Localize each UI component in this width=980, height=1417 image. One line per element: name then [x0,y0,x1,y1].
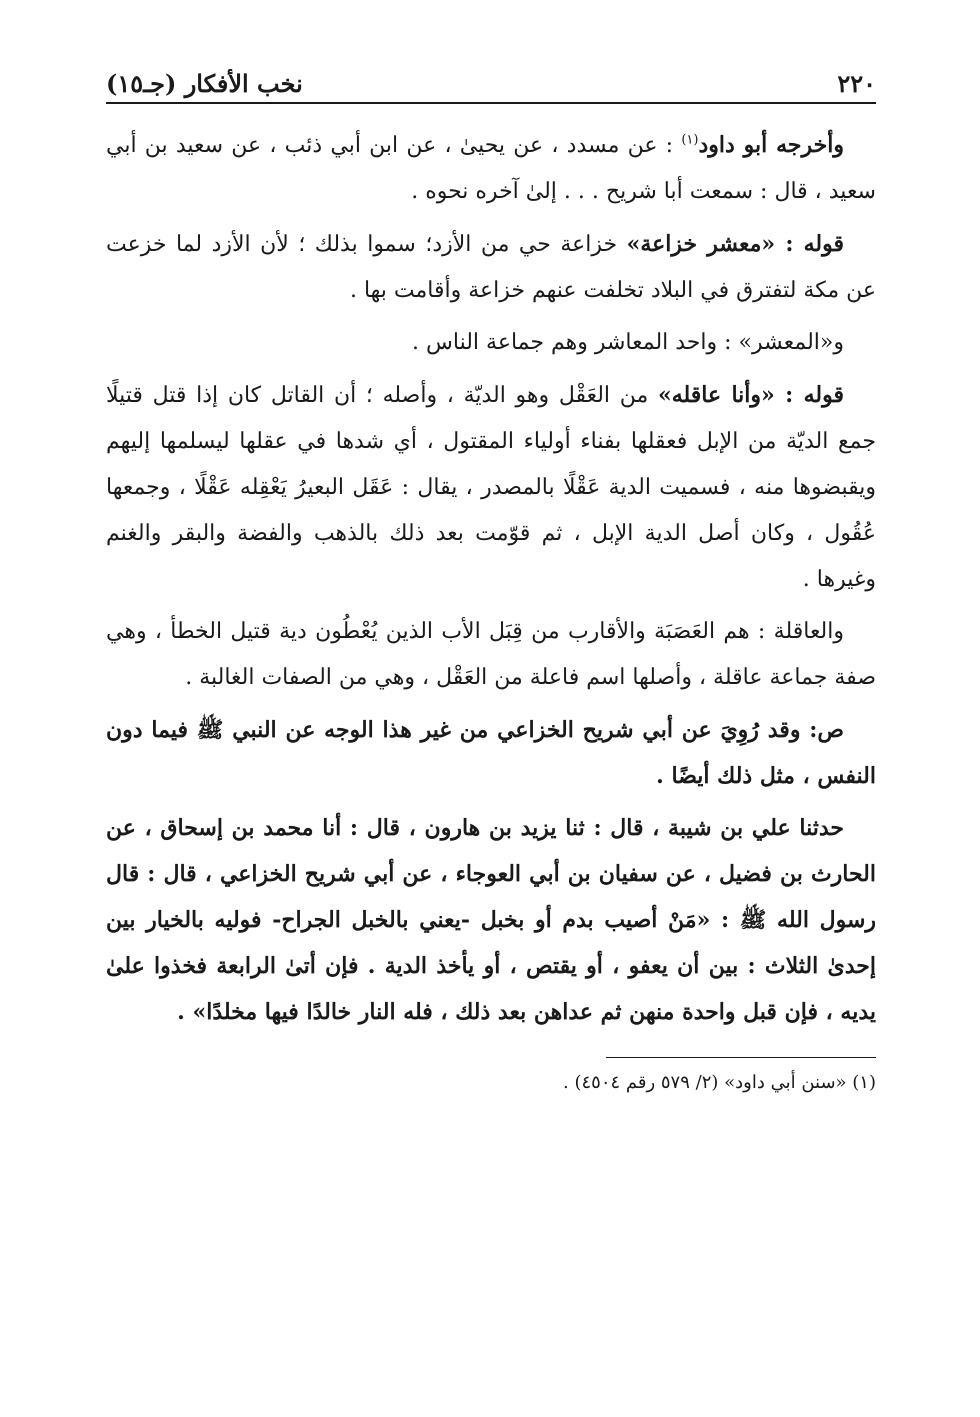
paragraph-7 [106,805,876,1035]
page-body [106,122,876,1098]
paragraph-1 [106,122,876,215]
book-page [106,60,876,1098]
paragraph-text: و«المعشر» : واحد المعاشر وهم جماعة الناس . [412,330,844,355]
paragraph-4 [106,372,876,603]
paragraph-text: : عن مسدد ، عن يحيىٰ ، عن ابن أبي ذئب ، عن سعيد بن أبي سعيد ، قال : سمعت أبا شريح . . . إلىٰ آخره نحوه . [106,133,876,204]
paragraph-lead: قوله : «وأنا عاقله» [657,382,845,408]
footnote-marker: (١) [681,132,699,148]
paragraph-2 [106,221,876,314]
paragraph-text: خزاعة حي من الأزد؛ سموا بذلك ؛ لأن الأزد لما خزعت عن مكة لتفترق في البلاد تخلفت عنهم خزاعة وأقامت بها . [106,232,876,303]
paragraph-text: من العَقْل وهو الديّة ، وأصله ؛ أن القاتل كان إذا قتل قتيلًا جمع الديّة من الإبل فعقلها بفناء أولياء المقتول ، أي شدها في عقلها ليسلمها إليهم ويقبضوها منه ، فسميت الدية عَقْلًا بالمصدر ، يقال : عَقَل البعيرُ يَعْقِله عَقْلًا ، وجمعها عُقُول ، وكان أصل الدية الإبل ، ثم قوّمت بعد ذلك بالذهب والفضة والبقر والغنم وغيرها . [106,383,876,592]
page-number: ٢٢٠ [837,69,876,98]
paragraph-text: حدثنا علي بن شيبة ، قال : ثنا يزيد بن هارون ، قال : أنا محمد بن إسحاق ، عن الحارث بن فضيل ، عن سفيان بن أبي العوجاء ، عن أبي شريح الخزاعي ، قال : قال رسول الله ﷺ : «مَنْ أصيب بدم أو بخبل -يعني بالخبل الجراح- فوليه بالخيار بين إحدىٰ الثلاث : بين أن يعفو ، أو يقتص ، أو يأخذ الدية . فإن أتىٰ الرابعة فخذوا علىٰ يديه ، فإن قبل واحدة منهن ثم عداهن بعد ذلك ، فله النار خالدًا فيها مخلدًا» . [106,815,876,1025]
footnote: (١) «سنن أبي داود» (٢/ ٥٧٩ رقم ٤٥٠٤) . [563,1072,876,1093]
paragraph-3 [106,320,876,366]
paragraph-text: ص: وقد رُوِيَ عن أبي شريح الخزاعي من غير هذا الوجه عن النبي ﷺ فيما دون النفس ، مثل ذلك أيضًا . [106,717,876,789]
book-title: نخب الأفكار (جـ١٥) [106,69,303,98]
paragraph-text: والعاقلة : هم العَصَبَة والأقارب من قِبَل الأب الذين يُعْطُون دية قتيل الخطأ ، وهي صفة جماعة عاقلة ، وأصلها اسم فاعلة من العَقْل ، وهي من الصفات الغالبة . [106,619,876,690]
paragraph-6 [106,707,876,799]
paragraph-lead: وأخرجه أبو داود [698,132,844,158]
paragraph-lead: قوله : «معشر خزاعة» [626,231,844,257]
footnote-divider [606,1057,876,1058]
paragraph-5 [106,609,876,701]
page-header [106,60,876,104]
